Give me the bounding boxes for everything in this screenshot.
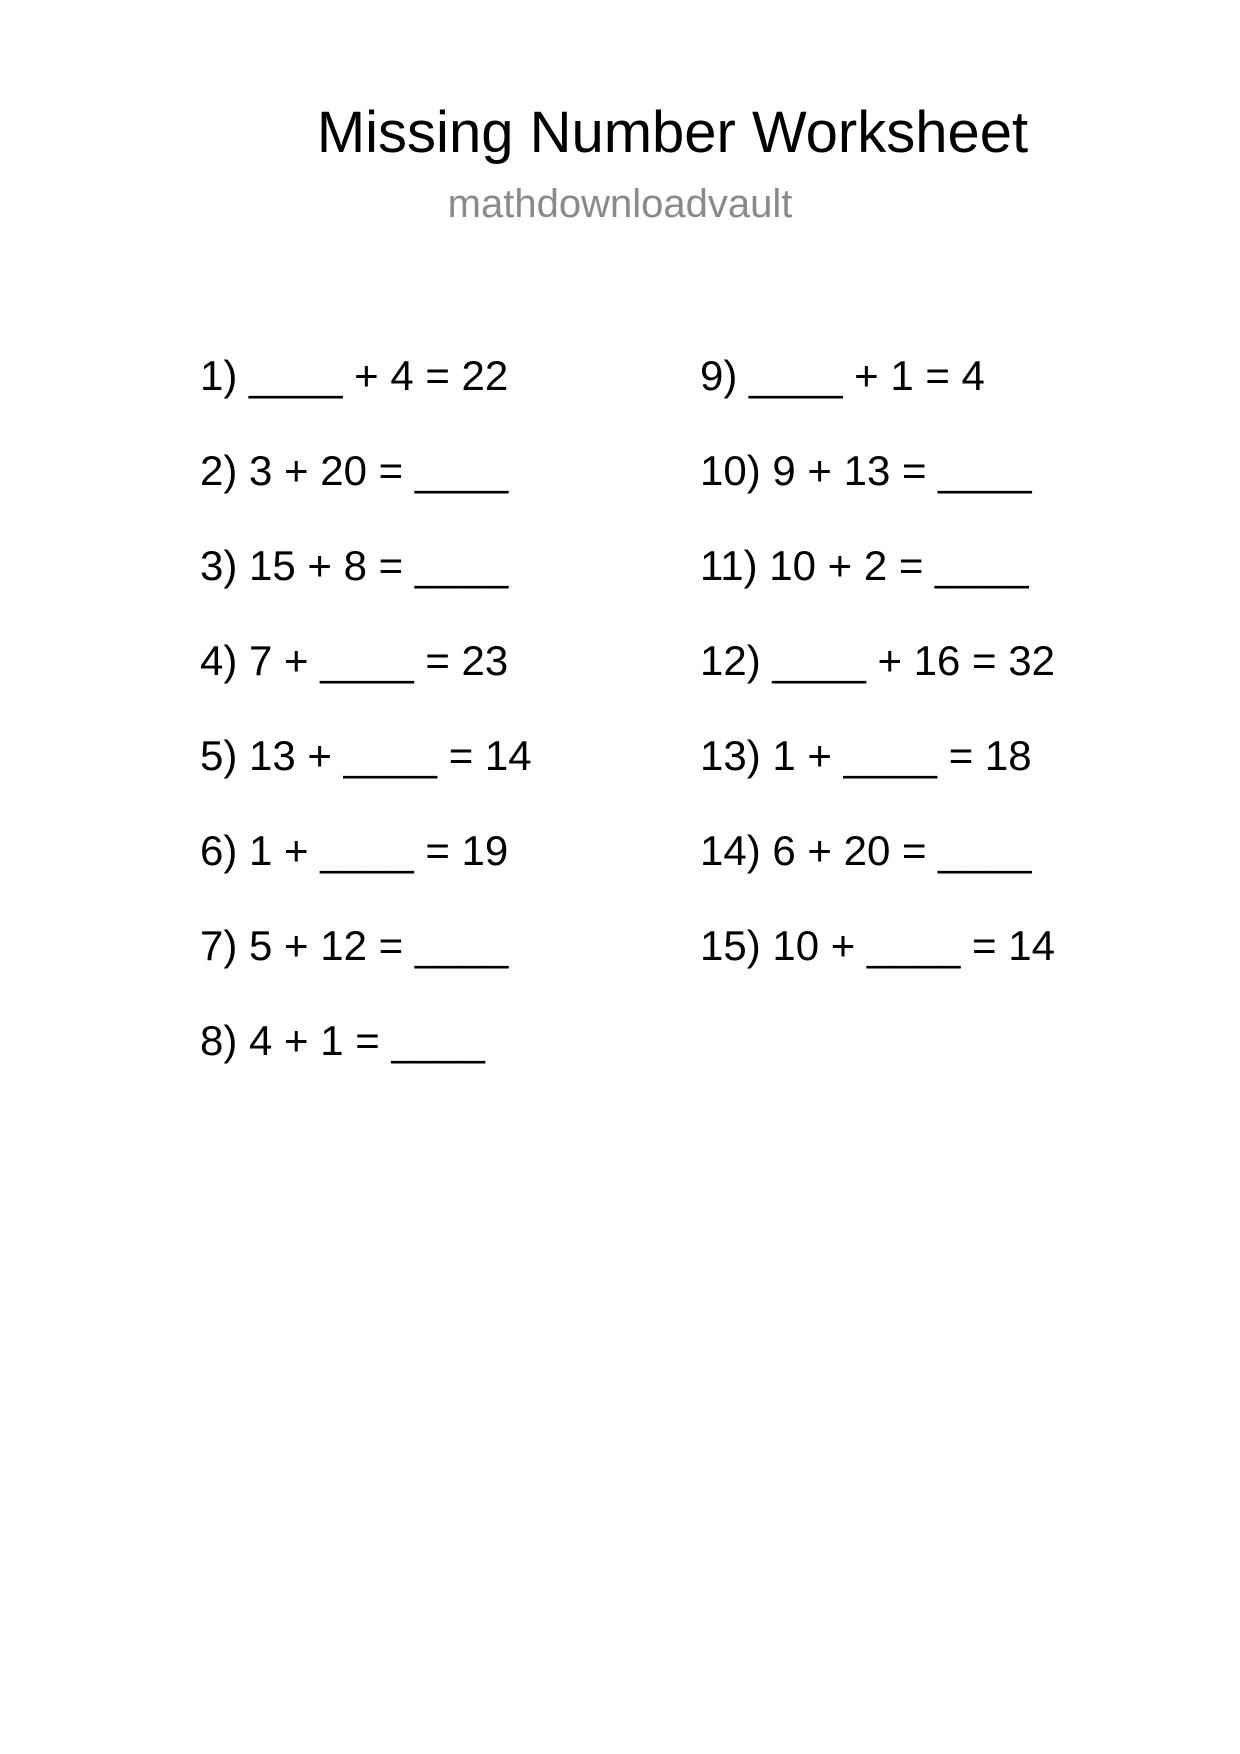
problem-5: 5) 13 + ____ = 14 — [200, 732, 532, 779]
problem-12: 12) ____ + 16 = 32 — [700, 637, 1055, 684]
problem-9: 9) ____ + 1 = 4 — [700, 352, 985, 399]
problem-11: 11) 10 + 2 = ____ — [700, 542, 1029, 589]
problem-7: 7) 5 + 12 = ____ — [200, 922, 509, 969]
worksheet-source: mathdownloadvault — [447, 182, 793, 226]
problems-column-right — [700, 352, 1055, 1017]
problems-column-left — [200, 352, 532, 1112]
problem-14: 14) 6 + 20 = ____ — [700, 827, 1032, 874]
problem-4: 4) 7 + ____ = 23 — [200, 637, 509, 684]
worksheet-title: Missing Number Worksheet — [316, 100, 1029, 165]
problem-8: 8) 4 + 1 = ____ — [200, 1017, 485, 1064]
problem-6: 6) 1 + ____ = 19 — [200, 827, 509, 874]
problem-3: 3) 15 + 8 = ____ — [200, 542, 509, 589]
problem-13: 13) 1 + ____ = 18 — [700, 732, 1032, 779]
problem-10: 10) 9 + 13 = ____ — [700, 447, 1032, 494]
problem-2: 2) 3 + 20 = ____ — [200, 447, 509, 494]
problem-15: 15) 10 + ____ = 14 — [700, 922, 1055, 969]
problem-1: 1) ____ + 4 = 22 — [200, 352, 509, 399]
